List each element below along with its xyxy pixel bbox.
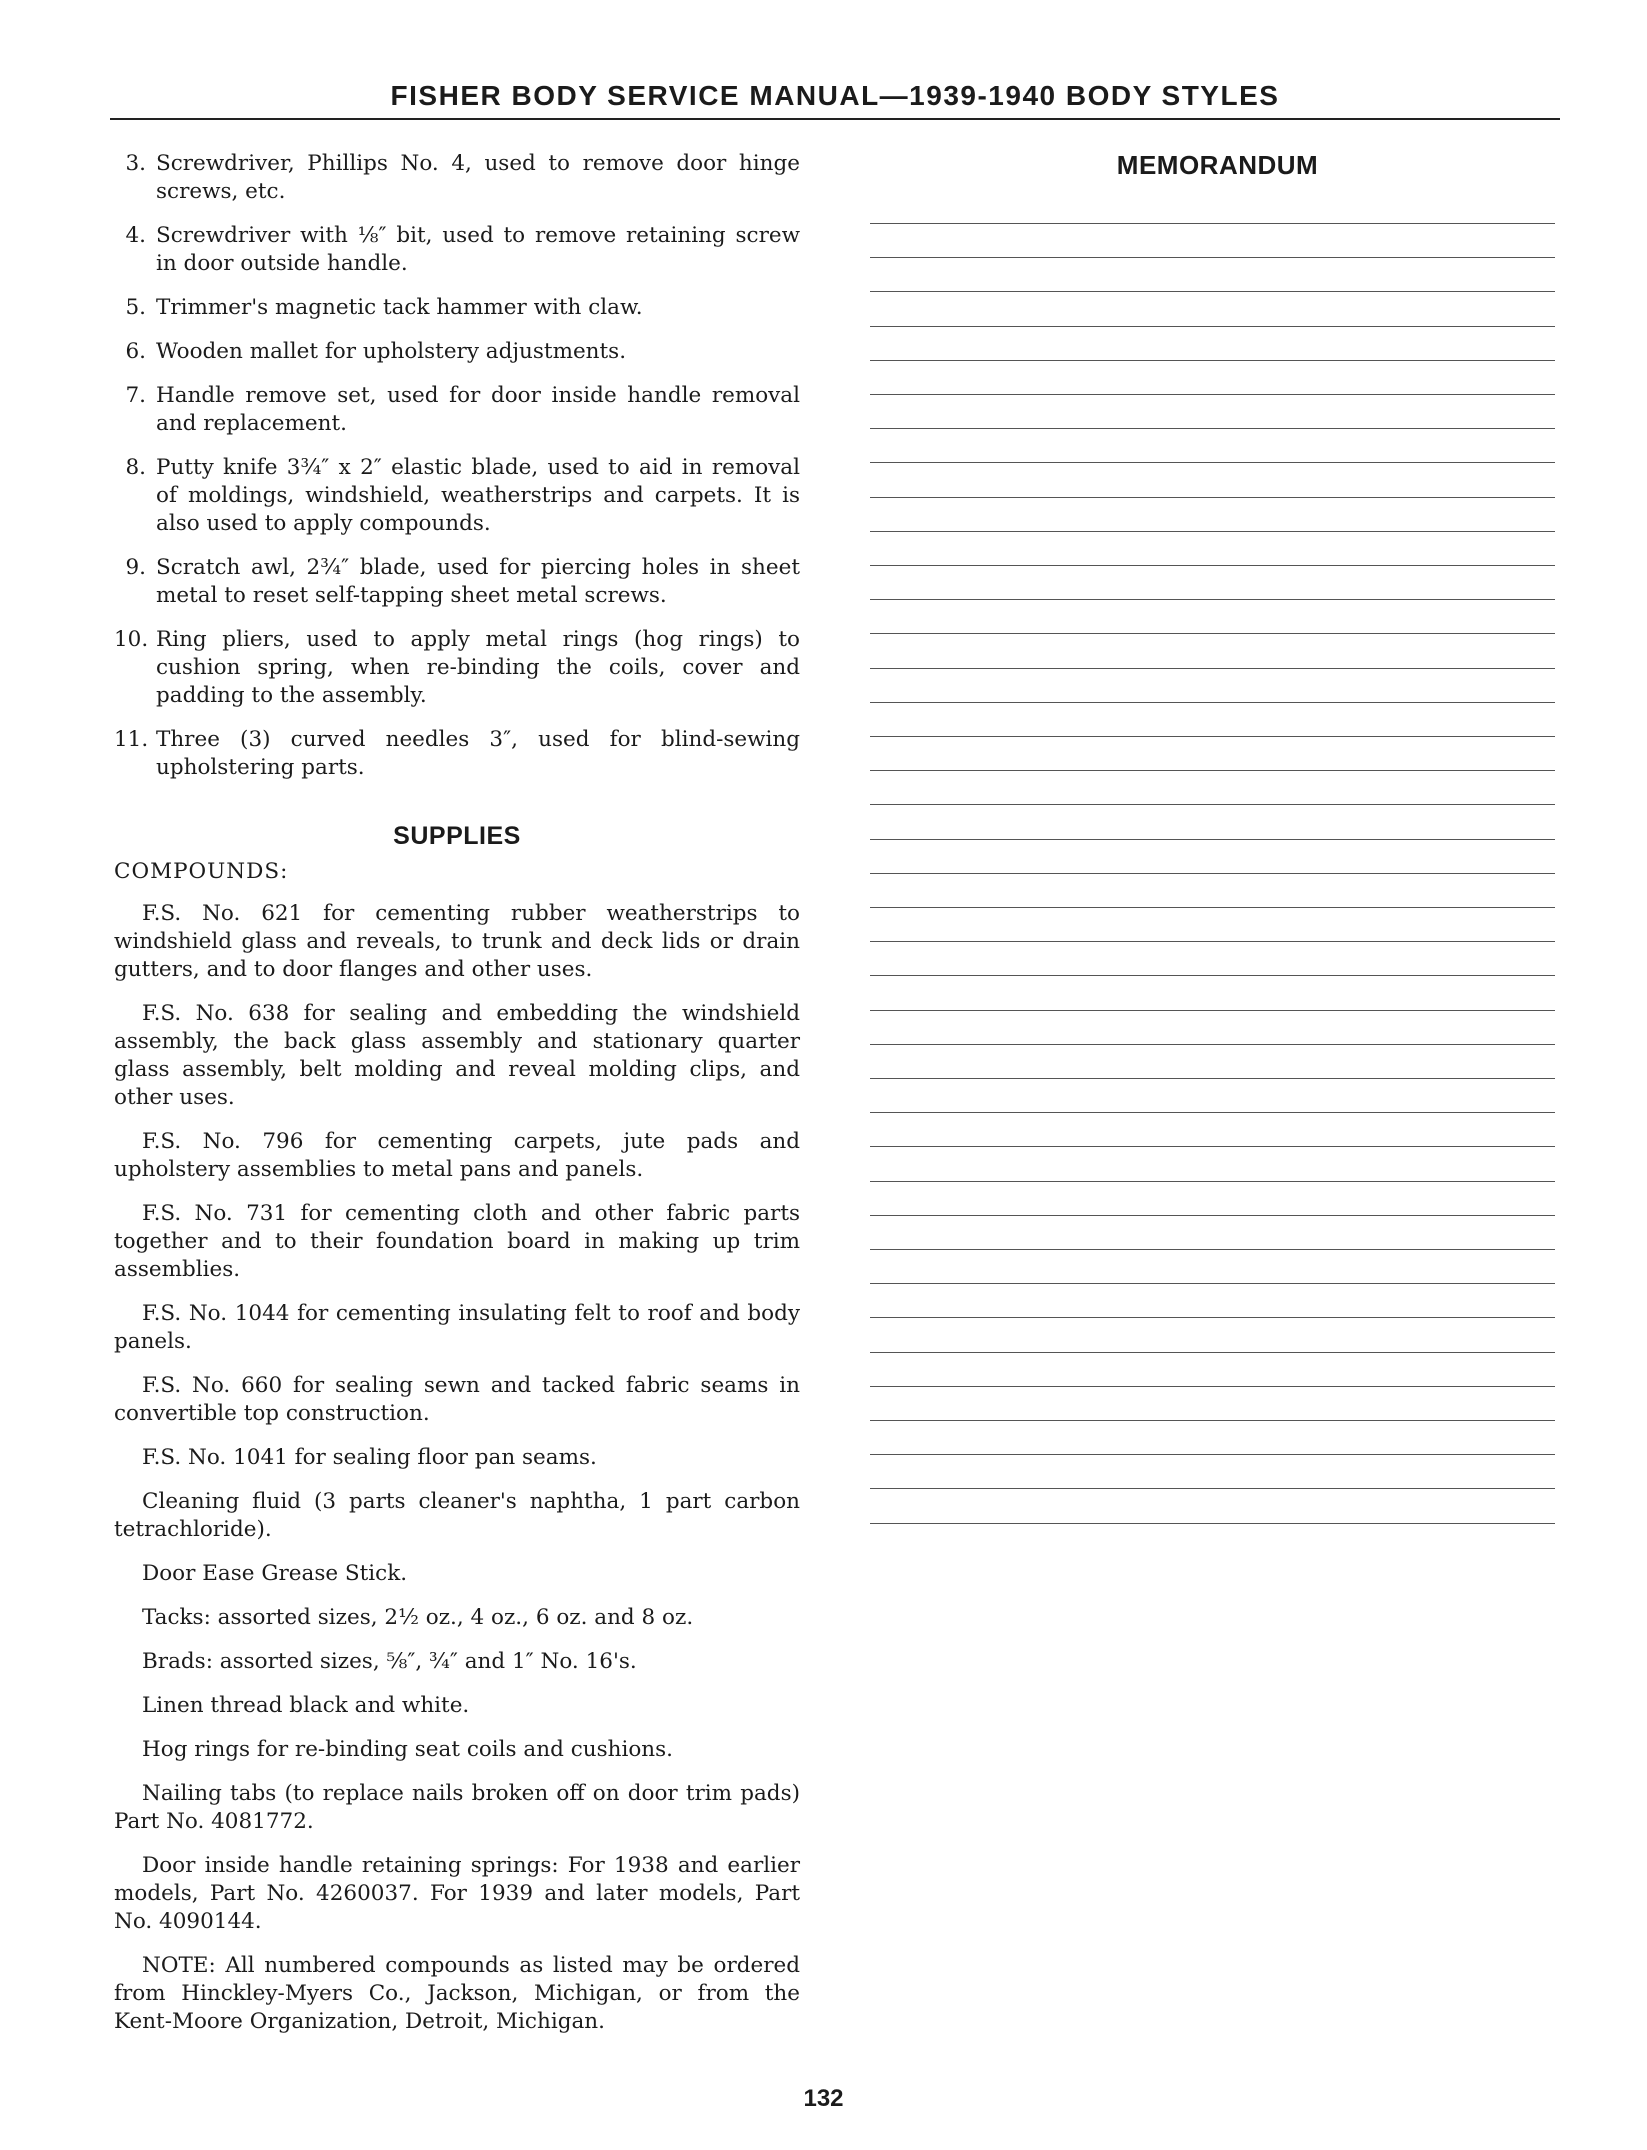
tools-list: [114, 150, 800, 782]
memo-line: [870, 702, 1555, 703]
tool-item-number: 4.: [125, 223, 146, 248]
compounds-label: COMPOUNDS:: [114, 859, 289, 884]
memo-line: [870, 1317, 1555, 1318]
memo-line: [870, 941, 1555, 942]
tool-item: [114, 338, 800, 366]
memo-line: [870, 1523, 1555, 1524]
memo-line: [870, 223, 1555, 224]
supply-paragraph: F.S. No. 621 for cementing rubber weatherstrips to windshield glass and reveals, to trunk and deck lids or drain gutters, and to door flanges and other uses.: [114, 901, 800, 982]
tool-item: [114, 626, 800, 710]
memo-line: [870, 1283, 1555, 1284]
tool-item-number: 5.: [125, 295, 146, 320]
memo-line: [870, 257, 1555, 258]
memo-line: [870, 1010, 1555, 1011]
memo-line: [870, 1146, 1555, 1147]
memo-line: [870, 599, 1555, 600]
supply-paragraph: Hog rings for re-binding seat coils and cushions.: [142, 1737, 673, 1762]
supply-paragraph: F.S. No. 1044 for cementing insulating felt to roof and body panels.: [114, 1301, 800, 1354]
tool-item-number: 8.: [125, 455, 146, 480]
tool-item-number: 9.: [125, 555, 146, 580]
tool-item-text: Screwdriver, Phillips No. 4, used to remove door hinge screws, etc.: [156, 151, 800, 204]
page-header-title: FISHER BODY SERVICE MANUAL—1939-1940 BODY STYLES: [390, 80, 1280, 111]
tool-item-text: Three (3) curved needles 3″, used for blind-sewing upholstering parts.: [156, 727, 800, 780]
supply-paragraph: Door inside handle retaining springs: For 1938 and earlier models, Part No. 4260037. For 1939 and later models, Part No. 4090144.: [114, 1853, 800, 1934]
tool-item-number: 6.: [125, 339, 146, 364]
supply-paragraph: NOTE: All numbered compounds as listed may be ordered from Hinckley-Myers Co., Jackson, Michigan, or from the Kent-Moore Organization, Detroit, Michigan.: [114, 1953, 800, 2034]
memo-line: [870, 394, 1555, 395]
memo-line: [870, 360, 1555, 361]
memo-line: [870, 565, 1555, 566]
tool-item-number: 7.: [125, 383, 146, 408]
memo-line: [870, 1386, 1555, 1387]
supply-paragraph: Cleaning fluid (3 parts cleaner's naphtha, 1 part carbon tetrachloride).: [114, 1489, 800, 1542]
tool-item-text: Wooden mallet for upholstery adjustments.: [156, 339, 627, 364]
tool-item: [114, 150, 800, 206]
tool-item-text: Ring pliers, used to apply metal rings (hog rings) to cushion spring, when re-binding the coils, cover and padding to the assembly.: [156, 627, 800, 708]
tool-item: [114, 222, 800, 278]
memo-line: [870, 1488, 1555, 1489]
supply-paragraph: F.S. No. 638 for sealing and embedding the windshield assembly, the back glass assembly and stationary quarter glass assembly, belt molding and reveal molding clips, and other uses.: [114, 1001, 800, 1110]
memo-line: [870, 736, 1555, 737]
tool-item-text: Putty knife 3¾″ x 2″ elastic blade, used to aid in removal of moldings, windshield, weatherstrips and carpets. It is also used to apply compounds.: [156, 455, 800, 536]
memo-line: [870, 804, 1555, 805]
memo-line: [870, 1249, 1555, 1250]
header-rule: [110, 118, 1560, 120]
supplies-heading: SUPPLIES: [393, 822, 521, 850]
memo-line: [870, 1215, 1555, 1216]
tool-item: [114, 726, 800, 782]
memorandum-column: [870, 150, 1555, 181]
memo-line: [870, 633, 1555, 634]
memo-line: [870, 1078, 1555, 1079]
memo-line: [870, 291, 1555, 292]
supply-paragraph: F.S. No. 1041 for sealing floor pan seams.: [142, 1445, 597, 1470]
tool-item-number: 11.: [114, 727, 149, 752]
supplies-list: [114, 900, 800, 2036]
memo-line: [870, 907, 1555, 908]
tool-item-number: 10.: [114, 627, 149, 652]
memo-line: [870, 668, 1555, 669]
memo-line: [870, 770, 1555, 771]
memo-line: [870, 326, 1555, 327]
supply-paragraph: F.S. No. 796 for cementing carpets, jute pads and upholstery assemblies to metal pans and panels.: [114, 1129, 800, 1182]
supply-paragraph: Brads: assorted sizes, ⅝″, ¾″ and 1″ No. 16's.: [142, 1649, 637, 1674]
page-number: 132: [803, 2085, 844, 2112]
memo-line: [870, 531, 1555, 532]
tool-item-text: Scratch awl, 2¾″ blade, used for piercing holes in sheet metal to reset self-tapping sheet metal screws.: [156, 555, 800, 608]
tool-item-text: Handle remove set, used for door inside handle removal and replacement.: [156, 383, 800, 436]
memo-line: [870, 1352, 1555, 1353]
memo-line: [870, 1044, 1555, 1045]
tool-item-text: Trimmer's magnetic tack hammer with claw.: [156, 295, 643, 320]
tool-item: [114, 294, 800, 322]
tool-item-number: 3.: [125, 151, 146, 176]
left-column: [114, 150, 800, 2052]
tool-item: [114, 382, 800, 438]
supply-paragraph: Nailing tabs (to replace nails broken off on door trim pads) Part No. 4081772.: [114, 1781, 800, 1834]
supply-paragraph: F.S. No. 731 for cementing cloth and other fabric parts together and to their foundation board in making up trim assemblies.: [114, 1201, 800, 1282]
memo-line: [870, 497, 1555, 498]
memo-line: [870, 839, 1555, 840]
supply-paragraph: Tacks: assorted sizes, 2½ oz., 4 oz., 6 oz. and 8 oz.: [142, 1605, 694, 1630]
memo-line: [870, 1420, 1555, 1421]
supply-paragraph: Linen thread black and white.: [142, 1693, 470, 1718]
memorandum-heading: MEMORANDUM: [1116, 150, 1319, 180]
supply-paragraph: F.S. No. 660 for sealing sewn and tacked fabric seams in convertible top construction.: [114, 1373, 800, 1426]
memo-line: [870, 1454, 1555, 1455]
tool-item: [114, 454, 800, 538]
memo-line: [870, 462, 1555, 463]
memo-line: [870, 428, 1555, 429]
tool-item-text: Screwdriver with ⅛″ bit, used to remove retaining screw in door outside handle.: [156, 223, 800, 276]
memo-line: [870, 1112, 1555, 1113]
tool-item: [114, 554, 800, 610]
memo-line: [870, 873, 1555, 874]
memo-line: [870, 975, 1555, 976]
supply-paragraph: Door Ease Grease Stick.: [142, 1561, 408, 1586]
memo-line: [870, 1181, 1555, 1182]
